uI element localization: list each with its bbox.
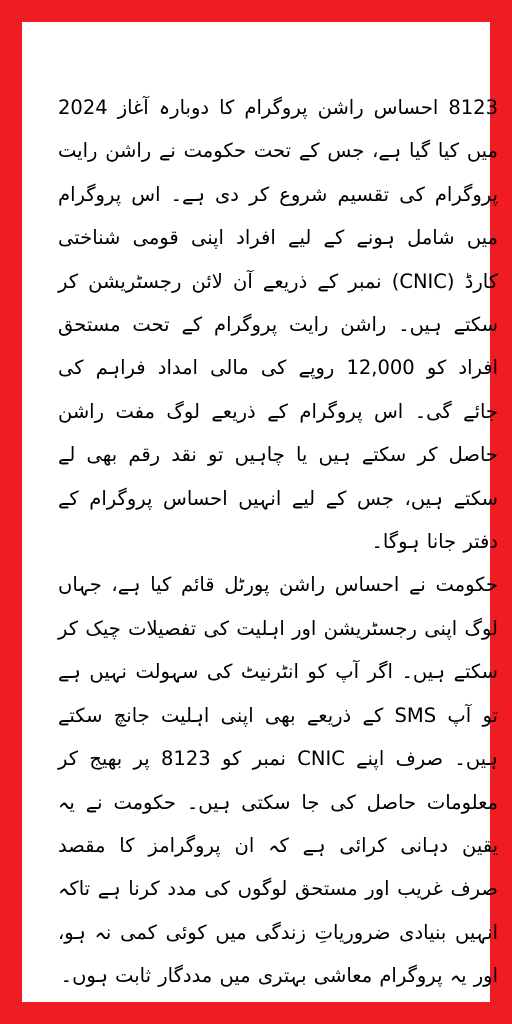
paragraph-ration-program-intro: 8123 احساس راشن پروگرام کا دوبارہ آغاز 2024 میں کیا گیا ہے، جس کے تحت حکومت نے راشن رایت پروگرام کی تقسیم شروع کر دی ہے۔ اس پروگرام میں شامل ہونے کے لیے افراد اپنی قومی شناختی کارڈ (CNIC) نمبر کے ذریعے آن لائن رجسٹریشن کر سکتے ہیں۔ راشن رایت پروگرام کے تحت مستحق افراد کو 12,000 روپے کی مالی امداد فراہم کی جائے گی۔ اس پروگرام کے ذریعے لوگ مفت راشن حاصل کر سکتے ہیں یا چاہیں تو نقد رقم بھی لے سکتے ہیں، جس کے لیے انہیں احساس پروگرام کے دفتر جانا ہوگا۔ xyxy=(58,96,498,554)
paragraph-ration-portal-sms: حکومت نے احساس راشن پورٹل قائم کیا ہے، جہاں لوگ اپنی رجسٹریشن اور اہلیت کی تفصیلات چیک کر سکتے ہیں۔ اگر آپ کو انٹرنیٹ کی سہولت نہیں ہے تو آپ SMS کے ذریعے بھی اپنی اہلیت جانچ سکتے ہیں۔ صرف اپنے CNIC نمبر کو 8123 پر بھیج کر معلومات حاصل کی جا سکتی ہیں۔ حکومت نے یہ یقین دہانی کرائی ہے کہ ان پروگرامز کا مقصد صرف غریب اور مستحق لوگوں کی مدد کرنا ہے تاکہ انہیں بنیادی ضروریاتِ زندگی میں کوئی کمی نہ ہو، اور یہ پروگرام معاشی بہتری میں مددگار ثابت ہوں۔ xyxy=(58,573,498,988)
article-body xyxy=(44,44,512,1024)
